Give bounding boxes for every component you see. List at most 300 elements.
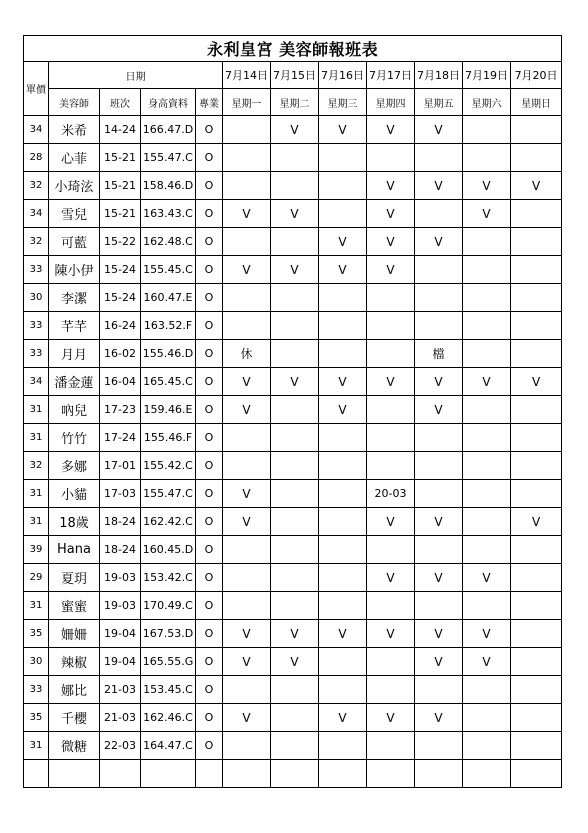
unit-price-cell: 34 (24, 368, 49, 396)
table-row (24, 704, 562, 732)
schedule-cell (511, 760, 562, 788)
height-data-cell: 153.45.C (141, 676, 196, 704)
beautician-name-cell: 吶兒 (49, 396, 100, 424)
header-weekday: 星期日 (511, 89, 562, 116)
beautician-name-cell: 月月 (49, 340, 100, 368)
height-data-cell: 162.48.C (141, 228, 196, 256)
schedule-cell: V (463, 620, 511, 648)
schedule-cell (271, 592, 319, 620)
professional-cell: O (196, 648, 223, 676)
schedule-cell: V (223, 256, 271, 284)
professional-cell: O (196, 172, 223, 200)
height-data-cell: 155.46.F (141, 424, 196, 452)
schedule-cell (511, 620, 562, 648)
schedule-cell: V (367, 200, 415, 228)
professional-cell: O (196, 256, 223, 284)
header-date: 7月14日 (223, 62, 271, 89)
schedule-cell (271, 480, 319, 508)
beautician-name-cell: 米希 (49, 116, 100, 144)
schedule-cell (463, 480, 511, 508)
shift-cell: 17-03 (100, 480, 141, 508)
unit-price-cell (24, 760, 49, 788)
shift-cell: 19-03 (100, 564, 141, 592)
unit-price-cell: 32 (24, 172, 49, 200)
unit-price-cell: 31 (24, 480, 49, 508)
schedule-cell (415, 256, 463, 284)
schedule-cell: V (367, 564, 415, 592)
table-row (24, 340, 562, 368)
header-weekday: 星期四 (367, 89, 415, 116)
table-row (24, 228, 562, 256)
unit-price-cell: 33 (24, 340, 49, 368)
table-row (24, 200, 562, 228)
table-row (24, 452, 562, 480)
header-date: 7月17日 (367, 62, 415, 89)
height-data-cell: 166.47.D (141, 116, 196, 144)
schedule-cell (367, 312, 415, 340)
schedule-cell (319, 564, 367, 592)
schedule-cell (511, 312, 562, 340)
unit-price-cell: 31 (24, 424, 49, 452)
schedule-cell (223, 312, 271, 340)
professional-cell: O (196, 452, 223, 480)
schedule-cell (319, 200, 367, 228)
schedule-cell (415, 480, 463, 508)
schedule-cell (415, 452, 463, 480)
unit-price-cell: 35 (24, 620, 49, 648)
beautician-name-cell: 蜜蜜 (49, 592, 100, 620)
schedule-cell: V (415, 508, 463, 536)
professional-cell: O (196, 340, 223, 368)
schedule-cell: V (463, 200, 511, 228)
unit-price-cell: 34 (24, 200, 49, 228)
schedule-cell (271, 508, 319, 536)
professional-cell: O (196, 200, 223, 228)
height-data-cell: 165.45.C (141, 368, 196, 396)
schedule-cell (367, 732, 415, 760)
shift-cell: 18-24 (100, 536, 141, 564)
schedule-cell (511, 284, 562, 312)
professional-cell: O (196, 676, 223, 704)
height-data-cell: 155.46.D (141, 340, 196, 368)
schedule-cell: V (511, 508, 562, 536)
shift-cell: 16-04 (100, 368, 141, 396)
schedule-cell: V (223, 396, 271, 424)
height-data-cell: 164.47.C (141, 732, 196, 760)
unit-price-cell: 32 (24, 452, 49, 480)
schedule-cell: V (415, 704, 463, 732)
professional-cell: O (196, 704, 223, 732)
schedule-cell (415, 144, 463, 172)
schedule-cell (271, 536, 319, 564)
header-weekday: 星期二 (271, 89, 319, 116)
schedule-cell: V (415, 564, 463, 592)
header-date-group: 日期 (49, 62, 223, 89)
schedule-cell (319, 592, 367, 620)
schedule-cell (271, 704, 319, 732)
sheet-title: 永利皇宮 美容師報班表 (24, 36, 562, 62)
schedule-cell (511, 116, 562, 144)
header-weekday: 星期一 (223, 89, 271, 116)
schedule-cell (463, 284, 511, 312)
schedule-cell: V (223, 200, 271, 228)
height-data-cell: 155.45.C (141, 256, 196, 284)
schedule-cell: V (463, 368, 511, 396)
professional-cell: O (196, 284, 223, 312)
height-data-cell: 155.42.C (141, 452, 196, 480)
schedule-cell (367, 396, 415, 424)
schedule-cell: V (415, 620, 463, 648)
height-data-cell: 170.49.C (141, 592, 196, 620)
schedule-cell (319, 648, 367, 676)
schedule-cell (415, 760, 463, 788)
schedule-cell (463, 116, 511, 144)
shift-cell: 19-04 (100, 620, 141, 648)
schedule-cell (511, 536, 562, 564)
schedule-cell (367, 424, 415, 452)
header-shift: 班次 (100, 89, 141, 116)
table-row (24, 648, 562, 676)
schedule-cell (319, 760, 367, 788)
schedule-cell (367, 144, 415, 172)
shift-cell: 15-21 (100, 144, 141, 172)
beautician-name-cell: 千櫻 (49, 704, 100, 732)
schedule-cell (223, 760, 271, 788)
schedule-cell (271, 396, 319, 424)
schedule-cell: V (223, 508, 271, 536)
schedule-cell (367, 760, 415, 788)
beautician-name-cell: 姍姍 (49, 620, 100, 648)
header-row-dates (24, 62, 562, 89)
roster-table (23, 35, 562, 788)
schedule-cell: V (223, 368, 271, 396)
schedule-cell (271, 340, 319, 368)
shift-cell: 22-03 (100, 732, 141, 760)
schedule-cell (319, 480, 367, 508)
schedule-cell: V (367, 256, 415, 284)
schedule-cell: V (223, 704, 271, 732)
schedule-cell (367, 536, 415, 564)
schedule-cell (511, 704, 562, 732)
shift-cell: 15-24 (100, 256, 141, 284)
beautician-name-cell (49, 760, 100, 788)
schedule-cell (271, 760, 319, 788)
schedule-cell (223, 452, 271, 480)
shift-cell: 15-22 (100, 228, 141, 256)
professional-cell: O (196, 564, 223, 592)
schedule-cell (319, 172, 367, 200)
schedule-cell (511, 732, 562, 760)
schedule-cell (367, 676, 415, 704)
shift-cell: 15-21 (100, 200, 141, 228)
schedule-cell: V (319, 620, 367, 648)
schedule-cell (415, 536, 463, 564)
height-data-cell: 167.53.D (141, 620, 196, 648)
schedule-cell (319, 312, 367, 340)
height-data-cell: 162.42.C (141, 508, 196, 536)
schedule-cell: V (463, 648, 511, 676)
schedule-cell (463, 312, 511, 340)
schedule-cell (511, 424, 562, 452)
schedule-cell (223, 424, 271, 452)
professional-cell: O (196, 508, 223, 536)
schedule-cell (511, 648, 562, 676)
schedule-cell: V (415, 116, 463, 144)
schedule-cell (271, 172, 319, 200)
shift-cell: 17-24 (100, 424, 141, 452)
schedule-cell (223, 116, 271, 144)
schedule-cell (463, 676, 511, 704)
table-row (24, 592, 562, 620)
schedule-cell (367, 340, 415, 368)
beautician-name-cell: 陳小伊 (49, 256, 100, 284)
schedule-cell (319, 284, 367, 312)
header-professional: 專業 (196, 89, 223, 116)
schedule-cell: V (271, 256, 319, 284)
professional-cell: O (196, 396, 223, 424)
beautician-name-cell: 18歲 (49, 508, 100, 536)
schedule-cell (415, 676, 463, 704)
schedule-cell: V (367, 508, 415, 536)
professional-cell: O (196, 368, 223, 396)
unit-price-cell: 28 (24, 144, 49, 172)
beautician-name-cell: 雪兒 (49, 200, 100, 228)
schedule-cell (271, 564, 319, 592)
header-weekday: 星期五 (415, 89, 463, 116)
schedule-cell: V (271, 368, 319, 396)
schedule-cell: V (223, 648, 271, 676)
schedule-cell (463, 144, 511, 172)
professional-cell: O (196, 228, 223, 256)
schedule-cell (463, 256, 511, 284)
schedule-cell (319, 452, 367, 480)
unit-price-cell: 33 (24, 256, 49, 284)
schedule-cell (511, 480, 562, 508)
shift-cell: 14-24 (100, 116, 141, 144)
schedule-cell: V (367, 368, 415, 396)
table-row (24, 564, 562, 592)
schedule-cell: V (319, 396, 367, 424)
unit-price-cell: 34 (24, 116, 49, 144)
height-data-cell: 163.52.F (141, 312, 196, 340)
table-row (24, 536, 562, 564)
shift-cell: 18-24 (100, 508, 141, 536)
schedule-cell (223, 144, 271, 172)
schedule-cell (367, 452, 415, 480)
shift-cell: 17-23 (100, 396, 141, 424)
unit-price-cell: 31 (24, 732, 49, 760)
schedule-cell: V (415, 172, 463, 200)
table-row (24, 368, 562, 396)
schedule-cell (223, 732, 271, 760)
schedule-cell (223, 228, 271, 256)
shift-cell: 17-01 (100, 452, 141, 480)
schedule-cell: V (319, 704, 367, 732)
table-row (24, 480, 562, 508)
schedule-cell: V (319, 228, 367, 256)
schedule-cell (271, 144, 319, 172)
professional-cell: O (196, 620, 223, 648)
title-row (24, 36, 562, 62)
schedule-cell (415, 284, 463, 312)
shift-cell: 19-03 (100, 592, 141, 620)
table-row (24, 312, 562, 340)
schedule-cell (319, 732, 367, 760)
schedule-cell (319, 424, 367, 452)
table-row (24, 256, 562, 284)
shift-cell: 15-24 (100, 284, 141, 312)
unit-price-cell: 39 (24, 536, 49, 564)
schedule-cell: V (271, 200, 319, 228)
header-unit-price: 單價 (24, 62, 49, 116)
unit-price-cell: 33 (24, 312, 49, 340)
header-date: 7月18日 (415, 62, 463, 89)
schedule-cell (271, 284, 319, 312)
table-row (24, 732, 562, 760)
height-data-cell: 160.47.E (141, 284, 196, 312)
unit-price-cell: 31 (24, 508, 49, 536)
schedule-cell: V (415, 396, 463, 424)
height-data-cell: 153.42.C (141, 564, 196, 592)
professional-cell: O (196, 480, 223, 508)
unit-price-cell: 31 (24, 592, 49, 620)
beautician-name-cell: 辣椒 (49, 648, 100, 676)
shift-cell: 21-03 (100, 704, 141, 732)
beautician-name-cell: 心菲 (49, 144, 100, 172)
height-data-cell: 158.46.D (141, 172, 196, 200)
unit-price-cell: 32 (24, 228, 49, 256)
header-weekday: 星期三 (319, 89, 367, 116)
unit-price-cell: 33 (24, 676, 49, 704)
schedule-cell (463, 536, 511, 564)
schedule-cell: V (271, 620, 319, 648)
beautician-name-cell: 娜比 (49, 676, 100, 704)
schedule-cell: V (511, 172, 562, 200)
schedule-cell (223, 536, 271, 564)
table-row (24, 676, 562, 704)
schedule-cell (415, 732, 463, 760)
height-data-cell: 160.45.D (141, 536, 196, 564)
schedule-cell (271, 424, 319, 452)
schedule-cell (223, 284, 271, 312)
schedule-cell (463, 760, 511, 788)
schedule-cell (319, 508, 367, 536)
table-row (24, 144, 562, 172)
schedule-cell (511, 452, 562, 480)
schedule-cell: 檔 (415, 340, 463, 368)
schedule-cell (319, 144, 367, 172)
table-row (24, 424, 562, 452)
schedule-cell (463, 340, 511, 368)
beautician-name-cell: 小貓 (49, 480, 100, 508)
height-data-cell: 155.47.C (141, 480, 196, 508)
header-date: 7月19日 (463, 62, 511, 89)
schedule-cell (463, 396, 511, 424)
schedule-cell (271, 732, 319, 760)
height-data-cell: 159.46.E (141, 396, 196, 424)
schedule-cell (511, 564, 562, 592)
schedule-cell (223, 676, 271, 704)
schedule-cell (319, 536, 367, 564)
schedule-cell (511, 200, 562, 228)
height-data-cell: 165.55.G (141, 648, 196, 676)
beautician-name-cell: Hana (49, 536, 100, 564)
schedule-cell (463, 732, 511, 760)
table-row (24, 396, 562, 424)
professional-cell: O (196, 424, 223, 452)
schedule-cell (463, 508, 511, 536)
table-row (24, 284, 562, 312)
shift-cell: 15-21 (100, 172, 141, 200)
table-row (24, 760, 562, 788)
schedule-cell: V (223, 620, 271, 648)
height-data-cell: 162.46.C (141, 704, 196, 732)
schedule-cell (271, 312, 319, 340)
beautician-name-cell: 李潔 (49, 284, 100, 312)
professional-cell (196, 760, 223, 788)
professional-cell: O (196, 144, 223, 172)
schedule-cell: V (463, 564, 511, 592)
shift-cell: 19-04 (100, 648, 141, 676)
schedule-cell (319, 676, 367, 704)
shift-cell: 16-02 (100, 340, 141, 368)
beautician-name-cell: 小琦泫 (49, 172, 100, 200)
schedule-cell (463, 592, 511, 620)
schedule-cell (415, 200, 463, 228)
schedule-cell (271, 676, 319, 704)
professional-cell: O (196, 536, 223, 564)
schedule-cell: V (367, 704, 415, 732)
schedule-cell (271, 228, 319, 256)
professional-cell: O (196, 312, 223, 340)
schedule-cell (415, 424, 463, 452)
height-data-cell (141, 760, 196, 788)
shift-cell: 16-24 (100, 312, 141, 340)
schedule-cell (415, 592, 463, 620)
schedule-cell: 20-03 (367, 480, 415, 508)
header-height-data: 身高資料 (141, 89, 196, 116)
schedule-cell (511, 144, 562, 172)
schedule-cell (511, 256, 562, 284)
beautician-name-cell: 微糖 (49, 732, 100, 760)
beautician-name-cell: 多娜 (49, 452, 100, 480)
unit-price-cell: 31 (24, 396, 49, 424)
schedule-cell: 休 (223, 340, 271, 368)
header-row-columns (24, 89, 562, 116)
professional-cell: O (196, 592, 223, 620)
schedule-cell (223, 592, 271, 620)
schedule-cell: V (367, 116, 415, 144)
shift-cell (100, 760, 141, 788)
unit-price-cell: 30 (24, 648, 49, 676)
schedule-cell: V (271, 648, 319, 676)
schedule-cell (463, 704, 511, 732)
schedule-cell: V (319, 368, 367, 396)
schedule-cell: V (367, 620, 415, 648)
schedule-cell: V (415, 648, 463, 676)
height-data-cell: 163.43.C (141, 200, 196, 228)
schedule-cell (511, 676, 562, 704)
schedule-cell: V (271, 116, 319, 144)
unit-price-cell: 35 (24, 704, 49, 732)
schedule-cell (511, 228, 562, 256)
schedule-cell: V (319, 116, 367, 144)
professional-cell: O (196, 732, 223, 760)
schedule-cell (367, 284, 415, 312)
height-data-cell: 155.47.C (141, 144, 196, 172)
professional-cell: O (196, 116, 223, 144)
schedule-cell: V (319, 256, 367, 284)
